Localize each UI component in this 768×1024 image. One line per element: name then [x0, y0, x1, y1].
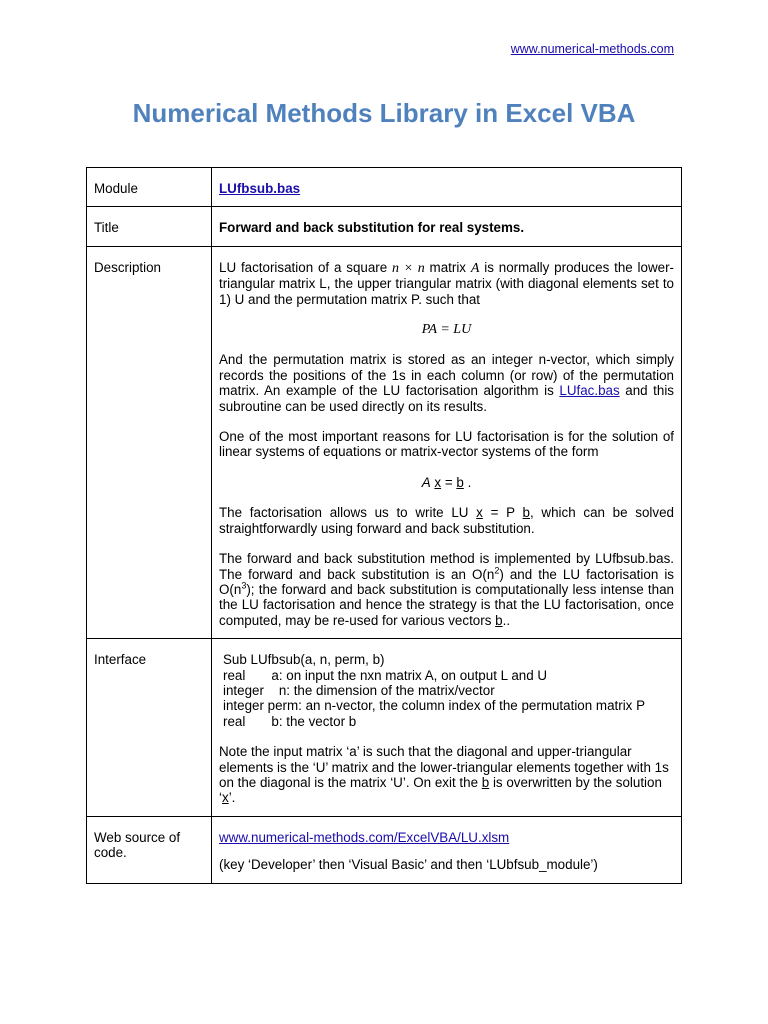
web-source-cell [212, 816, 682, 883]
interface-line: Sub LUfbsub(a, n, perm, b) [223, 652, 385, 668]
description-paragraph-5: The forward and back substitution method is implemented by LUfbsub.bas. The forward and back substitution is an $O(n^2)$ and the LU factorisation is $O(n^3)$; the forward and back substitution is computationally less intense than the LU factorisation and hence the strategy is that the LU factorisation, once computed, may be re-used for various vectors b.. [219, 551, 674, 628]
title-row [87, 207, 682, 246]
interface-line: integer n: the dimension of the matrix/vector [223, 682, 495, 698]
interface-line: integer perm: an n-vector, the column index of the permutation matrix P [223, 698, 646, 714]
module-row [87, 168, 682, 207]
web-source-row [87, 816, 682, 883]
title-value: Forward and back substitution for real systems. [212, 207, 682, 246]
description-paragraph-2: And the permutation matrix is stored as an integer n-vector, which simply records the positions of the 1s in each column (or row) of the permutation matrix. An example of the LU factorisation algorithm is LUfac.bas and this subroutine can be used directly on its results. [219, 352, 674, 414]
excel-file-link[interactable]: www.numerical-methods.com/ExcelVBA/LU.xlsm [219, 829, 510, 845]
formula-pa-lu: PA = LU [421, 322, 472, 338]
interface-cell [212, 639, 682, 817]
matrix-a-math: A [470, 260, 480, 276]
module-label: Module [87, 168, 212, 207]
description-cell [212, 246, 682, 638]
description-paragraph-3: One of the most important reasons for LU factorisation is for the solution of linear systems of equations or matrix-vector systems of the form [219, 429, 674, 460]
page-title: Numerical Methods Library in Excel VBA [132, 98, 636, 128]
interface-line: real b: the vector b [223, 713, 357, 729]
site-link[interactable]: www.numerical-methods.com [510, 42, 674, 56]
module-cell [212, 168, 682, 207]
description-row [87, 246, 682, 638]
interface-row [87, 639, 682, 817]
description-paragraph-1: LU factorisation of a square n × n matrix A is normally produces the lower-triangular matrix L, the upper triangular matrix (with diagonal elements set to 1) U and the permutation matrix P. such that [219, 259, 674, 307]
interface-signature [223, 652, 674, 729]
description-label: Description [87, 246, 212, 638]
web-source-label: Web source of code. [87, 816, 212, 883]
web-source-note: (key ‘Developer’ then ‘Visual Basic’ and then ‘LUbfsub_module’) [219, 857, 598, 873]
lufac-link[interactable]: LUfac.bas [559, 383, 620, 399]
title-label: Title [87, 207, 212, 246]
module-info-table [86, 167, 682, 884]
formula-ax-b: A x = b . [421, 474, 472, 490]
interface-note: Note the input matrix ‘a’ is such that the diagonal and upper-triangular elements is the ‘U’ matrix and the lower-triangular elements together with 1s on the diagonal is the matrix ‘U’. On exit the b is overwritten by the solution ‘x’. [219, 744, 669, 806]
interface-line: real a: on input the nxn matrix A, on output L and U [223, 667, 548, 683]
nxn-math: n × n [392, 260, 425, 276]
module-link[interactable]: LUfbsub.bas [219, 181, 301, 196]
interface-label: Interface [87, 639, 212, 817]
description-paragraph-4: The factorisation allows us to write LU x = P b, which can be solved straightforwardly using forward and back substitution. [219, 505, 674, 536]
